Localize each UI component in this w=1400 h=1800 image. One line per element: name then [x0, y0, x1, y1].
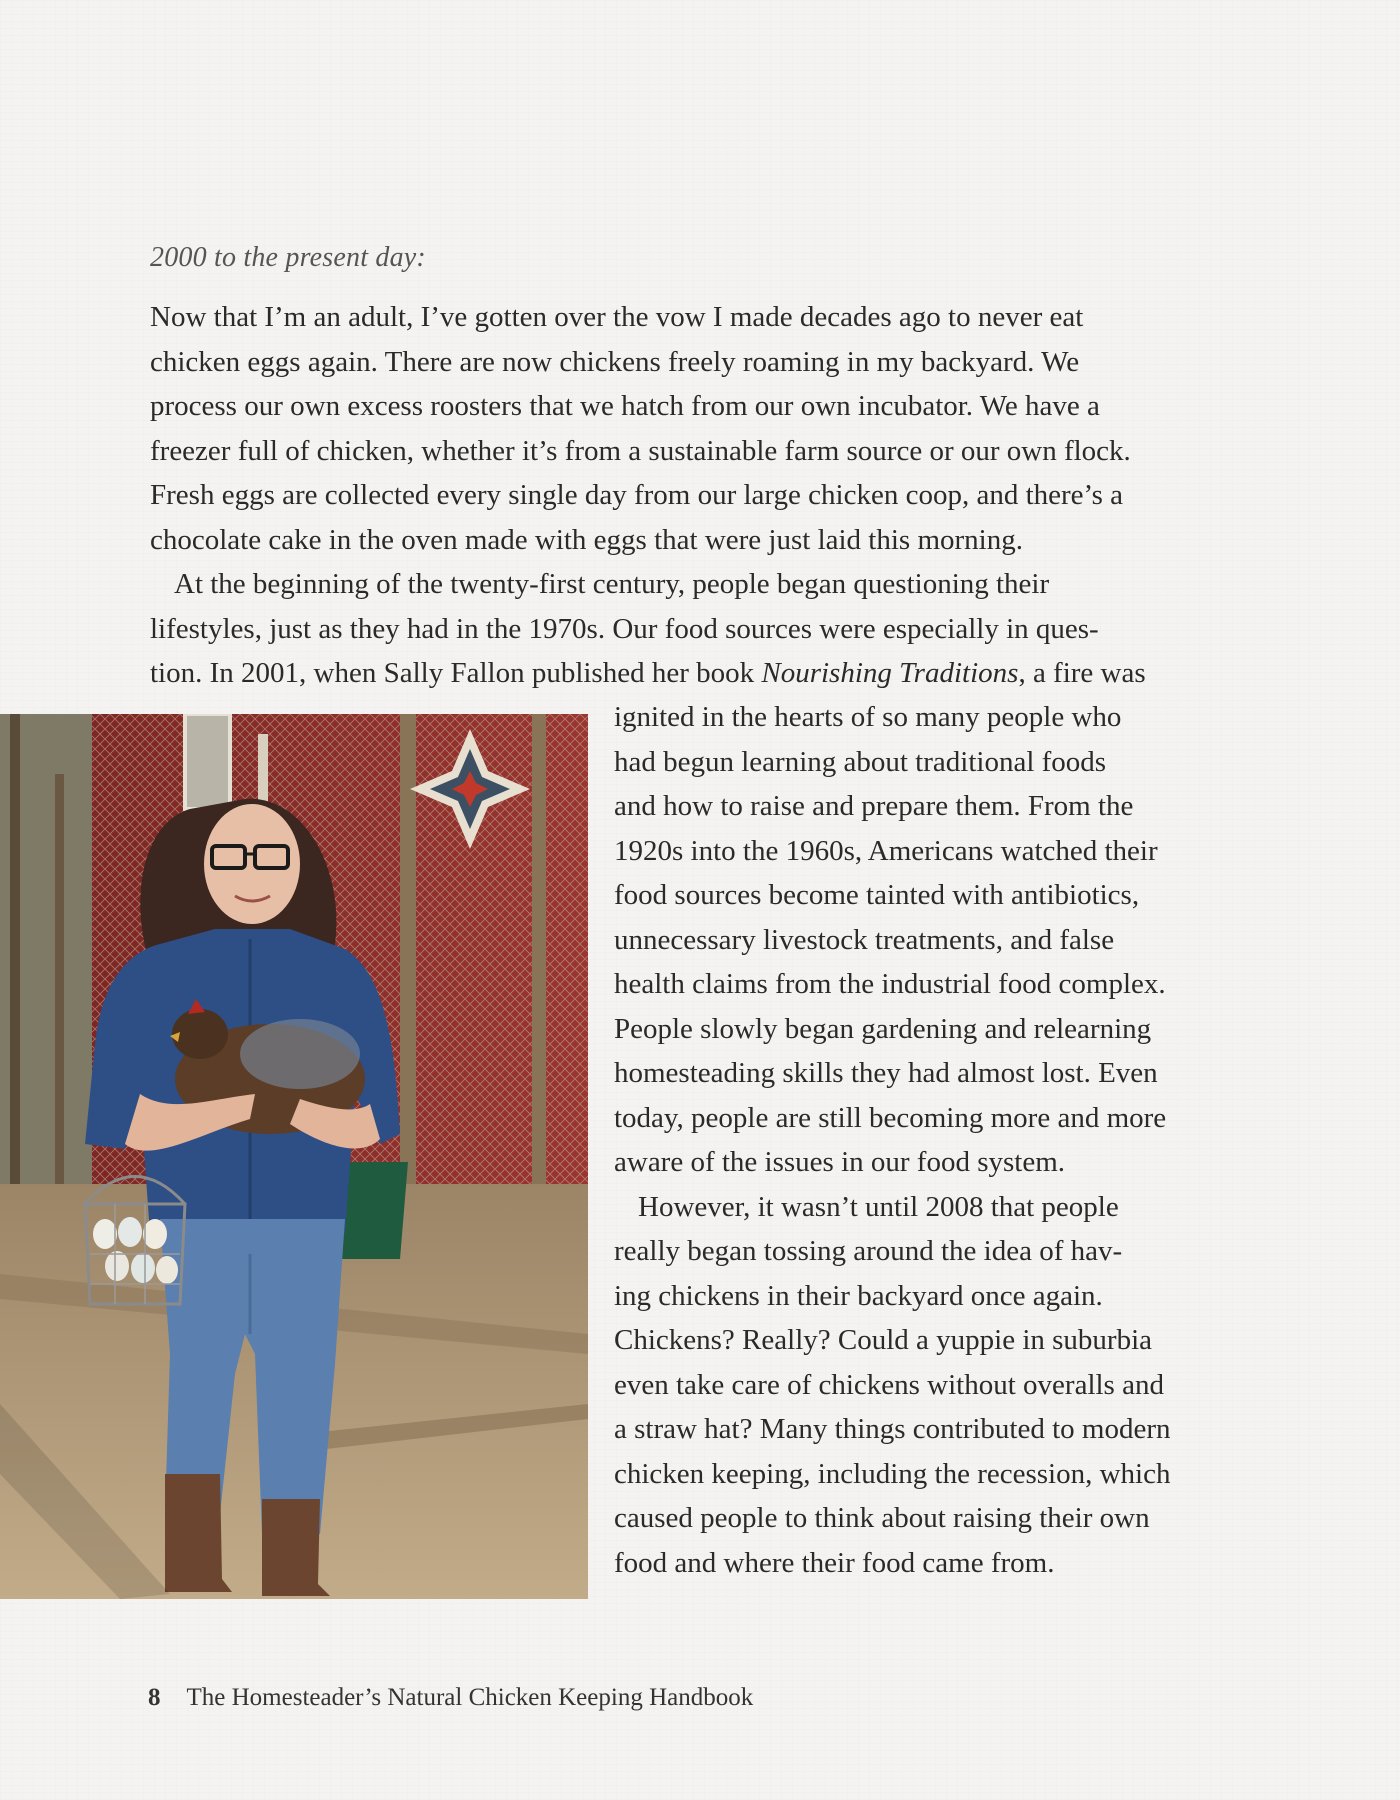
- text-line: ing chickens in their backyard once again.: [614, 1279, 1103, 1312]
- text-line: food and where their food came from.: [614, 1546, 1055, 1579]
- page-footer: [148, 1684, 753, 1712]
- text-line: chocolate cake in the oven made with eggs that were just laid this morning.: [150, 523, 1023, 556]
- running-footer-title: The Homesteader’s Natural Chicken Keeping Handbook: [186, 1684, 754, 1711]
- twenty-first-century-paragraph: [150, 562, 1210, 696]
- intro-paragraph: [150, 295, 1210, 562]
- text-line: really began tossing around the idea of hav-: [614, 1235, 1123, 1267]
- text-line: Now that I’m an adult, I’ve gotten over the vow I made decades ago to never eat: [150, 301, 1084, 333]
- text-line: a straw hat? Many things contributed to modern: [614, 1413, 1171, 1445]
- text-line: health claims from the industrial food complex.: [614, 968, 1166, 1000]
- photo-woman-holding-chicken: [0, 714, 588, 1599]
- section-heading: 2000 to the present day:: [150, 242, 426, 273]
- text-line: 1920s into the 1960s, Americans watched their: [614, 834, 1158, 867]
- column-text-block: [614, 695, 1214, 1585]
- text-fragment: tion. In 2001, when Sally Fallon published her book: [150, 657, 762, 689]
- text-line: People slowly began gardening and relearning: [614, 1012, 1152, 1045]
- text-line: ignited in the hearts of so many people who: [614, 701, 1122, 733]
- text-line: chicken keeping, including the recession, which: [614, 1457, 1171, 1490]
- book-title-reference: Nourishing Traditions: [761, 657, 1019, 689]
- text-fragment: , a fire was: [1018, 657, 1146, 689]
- text-line: Fresh eggs are collected every single day from our large chicken coop, and there’s a: [150, 479, 1124, 511]
- traditional-foods-paragraph: [614, 695, 1214, 1185]
- text-line: At the beginning of the twenty-first century, people began questioning their: [174, 568, 1050, 600]
- text-line: [150, 651, 1210, 696]
- text-line: However, it wasn’t until 2008 that people: [638, 1190, 1119, 1223]
- text-line: process our own excess roosters that we hatch from our own incubator. We have a: [150, 390, 1100, 422]
- text-line: chicken eggs again. There are now chickens freely roaming in my backyard. We: [150, 345, 1080, 378]
- text-line: freezer full of chicken, whether it’s from a sustainable farm source or our own flock.: [150, 434, 1131, 467]
- text-line: unnecessary livestock treatments, and false: [614, 923, 1115, 956]
- text-line: had begun learning about traditional foods: [614, 745, 1107, 778]
- intro-text-block: [150, 295, 1210, 696]
- text-line: even take care of chickens without overalls and: [614, 1368, 1164, 1401]
- text-line: and how to raise and prepare them. From the: [614, 790, 1134, 822]
- backyard-chickens-paragraph: [614, 1185, 1214, 1586]
- text-line: food sources become tainted with antibiotics,: [614, 879, 1140, 911]
- page-number: 8: [148, 1684, 161, 1711]
- text-line: lifestyles, just as they had in the 1970s. Our food sources were especially in ques-: [150, 612, 1099, 645]
- text-line: aware of the issues in our food system.: [614, 1146, 1066, 1178]
- text-line: today, people are still becoming more and more: [614, 1101, 1167, 1134]
- text-line: homesteading skills they had almost lost. Even: [614, 1057, 1158, 1089]
- text-line: caused people to think about raising their own: [614, 1502, 1150, 1534]
- text-line: Chickens? Really? Could a yuppie in suburbia: [614, 1324, 1153, 1356]
